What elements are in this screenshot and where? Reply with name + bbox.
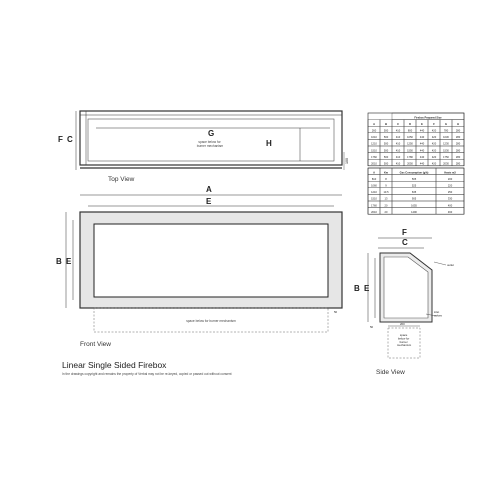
front-dim-d-label: E (206, 197, 212, 206)
dim-table-cell: 800 (407, 129, 413, 133)
side-dim-c-label: C (402, 238, 408, 247)
side-corner-label: 50 (370, 325, 374, 329)
dim-table-cell: 420 (431, 155, 437, 159)
gas-table-cell: 1060 (371, 184, 377, 188)
dim-table-cell: 420 (431, 129, 437, 133)
dim-table-header-cell: A (373, 122, 375, 126)
dim-table-cell: 1780 (407, 155, 413, 159)
top-dim-f-label: F (58, 135, 63, 144)
dim-table-cell: 420 (431, 162, 437, 166)
gas-table-cell: 330 (447, 197, 453, 201)
gas-table-cell: 13 (384, 197, 388, 201)
dim-table-header-cell: D (409, 122, 411, 126)
dim-table-cell: 280 (455, 136, 461, 140)
gas-table-cell: 9 (385, 184, 387, 188)
front-dim-b-label: B (56, 257, 62, 266)
dim-table-cell: 2050 (407, 162, 413, 166)
dim-table-cell: 440 (419, 129, 425, 133)
side-view (354, 228, 454, 376)
dim-table-cell: 1230 (443, 142, 449, 146)
gas-table-cell: 1760 (371, 204, 377, 208)
dim-table-cell: 1510 (371, 149, 377, 153)
drawing-footnote: In the drawings copyright and remains the property of Verbal may not be re-keyed, copied or passed out without consent (62, 372, 232, 376)
dim-table-cell: 500 (383, 129, 389, 133)
top-dim-h-label: H (266, 139, 272, 148)
gas-table-cell: 200 (447, 177, 453, 181)
gas-table-cell: 1655 (411, 204, 417, 208)
dim-table-header-cell: B (385, 122, 387, 126)
gas-table-cell: 810 (371, 177, 377, 181)
dimensions-table (368, 113, 464, 166)
dim-table-cell: 1550 (407, 149, 413, 153)
gas-table-cell: 1490 (411, 210, 417, 214)
gas-table-cell: 460 (447, 210, 453, 214)
side-inlet-label (434, 310, 443, 317)
dim-table-cell: 410 (395, 155, 401, 159)
gas-table-header-cell: Gas Consumption (g/h) (399, 171, 429, 175)
gas-table-cell: 525 (411, 184, 417, 188)
top-space-note (197, 140, 224, 148)
gas-table-cell: 250 (447, 191, 453, 195)
dim-table-cell: 780 (443, 129, 449, 133)
gas-table-cell: 905 (411, 197, 417, 201)
side-base-label: 200 (400, 322, 405, 326)
gas-table-cell: 2010 (371, 210, 377, 214)
gas-table-cell: 635 (411, 191, 417, 195)
side-space-note (397, 333, 412, 347)
dim-table-cell: 2010 (371, 162, 377, 166)
dim-table-cell: 440 (419, 142, 425, 146)
top-dim-c-label: C (67, 135, 73, 144)
gas-consumption-table (368, 168, 464, 214)
dim-table-cell: 1760 (371, 155, 377, 159)
dim-table-cell: 410 (395, 129, 401, 133)
top-view (58, 111, 349, 183)
dim-table-cell: 1750 (443, 155, 449, 159)
drawing-title: Linear Single Sided Firebox (62, 360, 167, 370)
dim-table-header-cell: G (444, 122, 448, 126)
top-view-caption: Top View (108, 176, 135, 183)
top-depth-label: 100 (345, 158, 349, 164)
top-space-note-line1: space below for (198, 140, 221, 144)
dim-table-cell: 280 (455, 162, 461, 166)
gas-table-cell: 8 (385, 177, 387, 181)
top-space-note-line2: burner mechanism (196, 144, 224, 148)
gas-table-cell: 1510 (371, 197, 377, 201)
front-glass-opening (94, 224, 328, 297)
side-view-caption: Side View (376, 369, 405, 376)
gas-table-cell: 400 (447, 204, 453, 208)
gas-table-cell: 10.5 (383, 191, 389, 195)
dim-table-cell: 440 (419, 149, 425, 153)
dim-table-cell: 500 (383, 149, 389, 153)
dim-table-cell: 2030 (443, 162, 449, 166)
dim-table-cell: 1530 (443, 149, 449, 153)
side-note-line3: burner (399, 339, 408, 344)
dim-table-cell: 280 (455, 149, 461, 153)
gas-table-cell: 20 (384, 204, 388, 208)
gas-table-header-cell: Heats m3 (444, 171, 456, 175)
gas-table-cell: 505 (411, 177, 417, 181)
dim-table-cell: 1030 (443, 136, 449, 140)
gas-table-header-cell: Kw (384, 171, 388, 175)
dim-table-cell: 500 (383, 142, 389, 146)
dim-table-cell: 500 (383, 136, 389, 140)
side-inlet-line2: valves (434, 313, 442, 318)
dim-table-cell: 1010 (371, 136, 377, 140)
dim-table-header-cell: H (457, 122, 459, 126)
dim-table-header-cell: E (421, 122, 423, 126)
side-dim-f-label: F (402, 228, 407, 237)
dim-table-cell: 440 (419, 162, 425, 166)
dim-table-group-header: Firebox Prepared Size (414, 116, 442, 120)
dim-table-cell: 280 (455, 129, 461, 133)
dim-table-cell: 280 (455, 142, 461, 146)
dim-table-cell: 440 (419, 155, 425, 159)
side-dim-b-label: B (354, 284, 360, 293)
front-space-note: space below for burner mechanism (186, 319, 236, 323)
front-dim-e-label: E (66, 257, 72, 266)
dim-table-cell: 1250 (407, 142, 413, 146)
dim-table-cell: 410 (395, 162, 401, 166)
dim-table-cell: 420 (431, 142, 437, 146)
dim-table-header-cell: F (433, 122, 435, 126)
side-note-line4: mechanism (396, 343, 412, 348)
gas-table-cell: 1210 (371, 191, 377, 195)
dim-table-header-cell: C (397, 122, 399, 126)
gas-table-cell: 220 (447, 184, 453, 188)
front-dim-a-label: A (206, 185, 212, 194)
gas-table-header-cell: A (373, 171, 375, 175)
dim-table-cell: 420 (431, 136, 437, 140)
dim-table-cell: 440 (419, 136, 425, 140)
dim-table-cell: 500 (383, 162, 389, 166)
front-view-caption: Front View (80, 341, 111, 348)
side-inlet-line1: inlet (434, 310, 440, 314)
dim-table-cell: 280 (455, 155, 461, 159)
side-note-line2: below for (397, 336, 410, 341)
side-dim-e-label: E (364, 284, 370, 293)
dim-table-cell: 420 (431, 149, 437, 153)
dim-table-cell: 410 (395, 149, 401, 153)
side-outlet-label: outlet (447, 263, 454, 267)
front-corner-label: 50 (334, 310, 338, 314)
front-view (56, 185, 342, 348)
dim-table-cell: 260 (371, 129, 377, 133)
dim-table-cell: 410 (395, 142, 401, 146)
dim-table-cell: 1210 (371, 142, 377, 146)
dim-table-cell: 1050 (407, 136, 413, 140)
dim-table-cell: 410 (395, 136, 401, 140)
side-outlet-leader (434, 262, 446, 265)
gas-table-cell: 20 (384, 210, 388, 214)
dim-table-cell: 500 (383, 155, 389, 159)
side-note-line1: space (399, 333, 408, 337)
top-dim-g-label: G (208, 129, 215, 138)
